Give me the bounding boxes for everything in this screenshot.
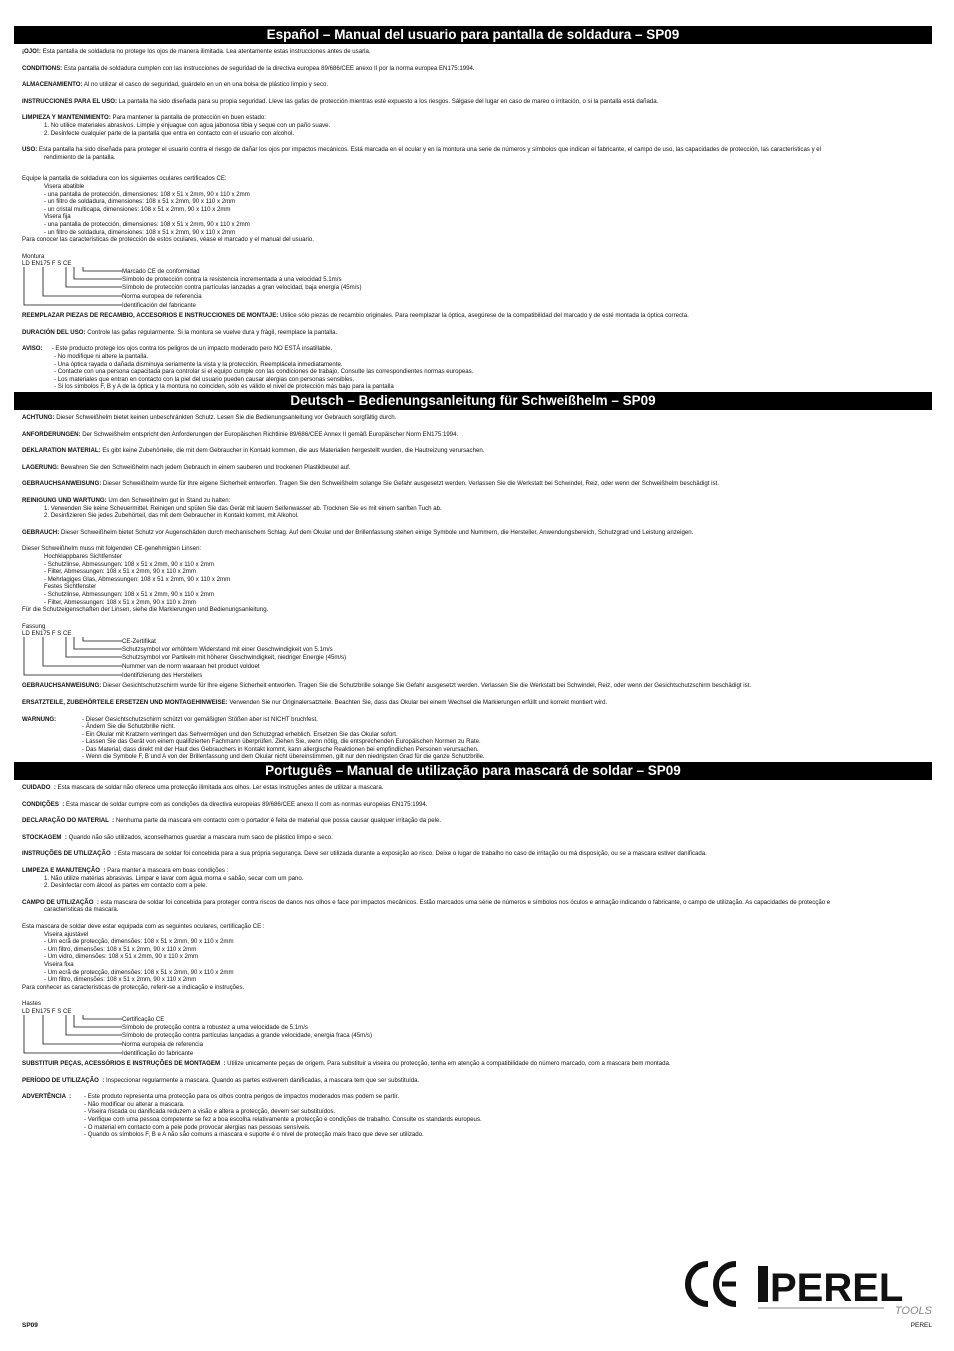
es-uso: USO: Esta pantalla ha sido diseñada para proteger el usuario contra el riesgo de dañar los ojos por impactos mecánicos. Está marcada en el ocular y en la montura una serie de números y símbolos que indican el fabricante, el campo de uso, las capacidades de protección, las características y el	[22, 146, 822, 154]
marking-code: LD EN175 F S CE	[22, 260, 72, 268]
de-gebrauch: GEBRAUCH: Dieser Schweißhelm bietet Schutz vor Augenschäden durch mechanischem Schlag. Auf dem Okular und der Brillenfassung stehen einige Symbole und Nummern, die Hersteller, Anwendungsbereich, Schutzgrad und Leistung anzeigen.	[22, 528, 694, 536]
footer-model: SP09	[22, 1322, 38, 1329]
es-visera-abatible: Visera abatible	[44, 182, 85, 190]
pt-advertencia: ADVERTÊNCIA : - Este produto representa uma protecção para os olhos contra perigos de impactos moderados mas podem se partir. - Não modificar ou alterar a mascara. - Viseira riscada ou danificada reduzem a visão e altera a protecção, devem ser substituídos. - Verifique com uma pessoa competente se fez a boa escolha relativamente a protecção e condições de trabalho. Consulte os standards europeus. - O material em contacto com a pele pode provocar alergias nas pessoas sensíveis. - Quando os símbolos F, B e A não são comuns a mascara e suporte é o nível de protecção mais fraco que deve ser utilizado.	[22, 1093, 482, 1139]
diagram-label: Schutzsymbol vor Partikeln mit höherer Geschwindigkeit, niedriger Energie (45m/s)	[122, 654, 347, 662]
de-achtung: ACHTUNG: Dieser Schweißhelm bietet keinen unbeschränkten Schutz. Lesen Sie die Bedienungsanleitung vor Gebrauch sorgfältig durch.	[22, 414, 397, 422]
marking-code: LD EN175 F S CE	[22, 1007, 72, 1015]
de-fur: Für die Schutzeigenschaften der Linsen, siehe die Markierungen und Bedienungsanleitung.	[22, 606, 269, 614]
es-vf-2: - un filtro de soldadura, dimensiones: 108 x 51 x 2mm, 90 x 110 x 2mm	[44, 228, 236, 236]
de-hochklappbar: Hochklappbares Sichtfenster	[44, 552, 122, 560]
de-lagerung: LAGERUNG: Bewahren Sie den Schweißhelm nach jedem Gebrauch in einem sauberen und trockenen Plastikbeutel auf.	[22, 463, 351, 471]
pt-periodo: PERÍODO DE UTILIZAÇÃO : Inspeccionar regularmente a mascara. Quando as partes estiverem danificadas, a mascara tem que ser substituída.	[22, 1076, 420, 1084]
pt-viseira-ajustavel: Viseira ajustável	[44, 930, 89, 938]
diagram-label: Símbolo de protección contra partículas lanzadas a gran velocidad, baja energía (45m/s)	[122, 284, 362, 292]
diagram-label: Identificación del fabricante	[122, 302, 196, 310]
es-visera-fija: Visera fija	[44, 213, 71, 221]
de-gebrauchsanweisung: GEBRAUCHSANWEISUNG: Dieser Schweißhelm wurde für Ihre eigene Sicherheit entworfen. Tragen Sie den Schweißhelm solange Sie Gefahr ausgesetzt werden. Verlassen Sie die Werkstatt bei Schwindel, Reiz, oder wenn der Schweißhelm beschädigt ist.	[22, 480, 719, 488]
diagram-label: Símbolo de protecção contra partículas lançadas a grande velocidade, energia fraca (45m/s)	[122, 1031, 372, 1039]
pt-condicoes: CONDIÇÕES : Esta mascar de soldar cumpre com as condições da directiva europeias 89/686/CEE anexo II com as normas europeias EN175:1994.	[22, 800, 428, 808]
es-para: Para conocer las características de protección de estos oculares, véase el marcado y el manual del usuario.	[22, 236, 314, 244]
diagram-label: Identifizierung des Herstellers	[122, 672, 203, 680]
es-limpieza: LIMPIEZA Y MANTENIMIENTO: Para mantener la pantalla de protección en buen estado:	[22, 114, 266, 122]
es-instrucciones: INSTRUCCIONES PARA EL USO: La pantalla ha sido diseñada para su propia seguridad. Lleve las gafas de protección mientras esté expuesto a los riesgos. Sálgase del lugar en caso de mareo o irritación, o si la pantalla está dañada.	[22, 97, 659, 105]
de-reinigung: REINIGUNG UND WARTUNG: Um den Schweißhelm gut in Stand zu halten:	[22, 497, 231, 504]
es-limpieza-2: 2. Desinfecte cualquier parte de la pantalla que entra en contacto con el usuario con alcohol.	[44, 129, 295, 137]
marking-lines	[22, 267, 122, 313]
marking-lines	[22, 1015, 122, 1061]
pt-limpeza: LIMPEZA E MANUTENÇÃO : Para manter a mascara em boas condições :	[22, 867, 229, 875]
footer-brand: PEREL	[910, 1322, 932, 1329]
ce-perel-logo	[676, 1258, 934, 1318]
pt-campo: CAMPO DE UTILIZAÇÃO : esta mascara de soldar foi concebida para proteger contra riscos de danos nos olhos e face por impactos mecânicos. Estão marcados uma série de números e símbolos nos óculos e armação indicando o fabricante, o campo de utilização. As capacidades de protecção e	[22, 898, 831, 906]
de-f-1: - Schutzlinse, Abmessungen: 108 x 51 x 2mm, 90 x 110 x 2mm	[44, 590, 214, 598]
brand-sub: TOOLS	[894, 1305, 932, 1317]
marking-code: LD EN175 F S CE	[22, 630, 72, 638]
manual-page	[22, 26, 932, 1139]
pt-para: Para conhecer as características de protecção, referir-se a indicação e instruções.	[22, 983, 245, 991]
section-header-es: Español – Manual del usuario para pantalla de soldadura – SP09	[14, 26, 932, 44]
de-reinigung-1: 1. Verwenden Sie keine Scheuermittel. Reinigen und spülen Sie das Gerät mit lauem Seifenwasser ab. Trocknen Sie es mit einem sanften Tuch ab.	[44, 504, 442, 512]
pt-substituir: SUBSTITUIR PEÇAS, ACESSÓRIOS E INSTRUÇÕES DE MONTAGEM : Utilize unicamente peças de origem. Para substituir a viseira ou protecção, tenha em atenção a compatibilidade do número marcado, com a mascara bem montada.	[22, 1059, 671, 1067]
pt-limpeza-1: 1. Não utilize matérias abrasivas. Limpar e lavar com água morna e sabão, secar com um pano.	[44, 874, 304, 882]
de-ersatzteile: ERSATZTEILE, ZUBEHÖRTEILE ERSETZEN UND MONTAGEHINWEISE: Verwenden Sie nur Originalersatzteile. Beachten Sie, dass das Okular bei einem Wechsel die Markierungen erfüllt und korrekt montiert wird.	[22, 698, 608, 706]
es-almacenamiento: ALMACENAMIENTO: Al no utilizar el casco de seguridad, guárdelo en un en una bolsa de plástico limpio y seco.	[22, 81, 329, 89]
pt-instrucoes: INSTRUÇÕES DE UTILIZAÇÃO : Esta mascara de soldar foi concebida para a sua própria segurança. Deve ser utilizada durante a exposição ao risco. Deixe o lugar de trabalho no caso de irritação ou má disposição, ou se a mascara estiver danificada.	[22, 850, 707, 858]
de-deklaration: DEKLARATION MATERIAL: Es gibt keine Zubehörteile, die mit dem Gebraucher in Kontakt kommen, die aus Materialien hergestellt wurden, die Hautreizung verursachen.	[22, 447, 485, 455]
section-header-de: Deutsch – Bedienungsanleitung für Schweißhelm – SP09	[14, 392, 932, 410]
es-conditions: CONDITIONS: Esta pantalla de soldadura cumplen con las instrucciones de seguridad de la directiva europea 89/686/CEE anexo II por la norma europea EN175:1994.	[22, 64, 475, 72]
diagram-label: Certificação CE	[122, 1015, 165, 1023]
pt-viseira-fixa: Viseira fixa	[44, 960, 74, 968]
pt-campo-2: características da mascara.	[44, 906, 119, 914]
es-duracion: DURACIÓN DEL USO: Controle las gafas regularmente. Si la montura se vuelve dura y frágil, reemplace la pantalla.	[22, 328, 338, 336]
diagram-label: Schutzsymbol vor erhöhtem Widerstand mit einer Geschwindigkeit von 5.1m/s	[122, 646, 333, 654]
diagram-label: Norma europeia de referencia	[122, 1040, 203, 1048]
es-ojo: ¡OJO!: Esta pantalla de soldadura no protege los ojos de manera ilimitada. Lea atentamente estas instrucciones antes de usarla.	[22, 48, 371, 55]
pt-marking-diagram	[22, 1008, 932, 1060]
es-va-2: - un filtro de soldadura, dimensiones: 108 x 51 x 2mm, 90 x 110 x 2mm	[44, 198, 236, 206]
section-header-pt: Português – Manual de utilização para mascará de soldar – SP09	[14, 762, 932, 780]
es-montura: Montura	[22, 252, 45, 260]
pt-b-1: - Um ecrã de protecção, dimensões: 108 x 51 x 2mm, 90 x 110 x 2mm	[44, 968, 234, 976]
de-h-1: - Schutzlinse, Abmessungen: 108 x 51 x 2mm, 90 x 110 x 2mm	[44, 560, 214, 568]
pt-deve: Esta mascara de soldar deve estar equipada com as seguintes oculares, certificação CE :	[22, 923, 265, 930]
diagram-label: Símbolo de protecção contra a robustez a uma velocidade de 5.1m/s	[122, 1023, 308, 1031]
de-h-2: - Filter, Abmessungen: 108 x 51 x 2mm, 90 x 110 x 2mm	[44, 568, 196, 576]
pt-b-2: - Um filtro, dimensões: 108 x 51 x 2mm, 90 x 110 x 2mm	[44, 976, 197, 984]
es-aviso: AVISO: - Este producto protege los ojos contra los peligros de un impacto moderado pero NO ESTÁ insatillable. - No modifique ni altere la pantalla. - Una óptica rayada o dañada disminuya seriamente la vista y la protección. Reemplácela inmediatamente. - Contacte con una persona capacitada para controlar si el equipo cumple con las condiciones de trabajo. Consulte las correspondientes normas europeas. - Los materiales que entran en contacto con la piel del usuario pueden causar alergias con personas sensibles. - Si los símbolos F, B y A de la óptica y la montura no coinciden, sólo es válido el nivel de protección más bajo para la pantalla	[22, 345, 474, 391]
de-anforderungen: ANFORDERUNGEN: Der Schweißhelm entspricht den Anforderungen der Europäischen Richtlinie 89/686/CEE Annex II gemäß Europäischer Norm EN175:1994.	[22, 430, 459, 438]
marking-lines	[22, 637, 122, 683]
de-fassung: Fassung	[22, 622, 46, 630]
pt-hastes: Hastes	[22, 1000, 41, 1008]
es-marking-diagram	[22, 260, 932, 312]
diagram-label: Identificação do fabricante	[122, 1049, 194, 1057]
diagram-label: Marcado CE de conformidad	[122, 268, 200, 276]
es-uso-2: rendimiento de la pantalla.	[44, 153, 116, 161]
de-warnung: WARNUNG: - Dieser Gesichtschutzschirm schützt vor gemäßigten Stößen aber ist NICHT bruchfest. - Ändern Sie die Schutzbrille nicht. - Ein Okular mit Kratzern verringert das Sehvermögen und den Schutzgrad erheblich. Ersetzen Sie das Okular sofort. - Lassen Sie das Gerät von einem qualifizierten Fachmann überprüfen. Ziehen Sie, wenn nötig, die entsprechenden Europäischen Normen zu Rate. - Das Material, dass direkt mit der Haut des Gebrauchers in Kontakt kommt, kann allergische Reaktionen bei empfindlichen Personen verursachen. - Wenn die Symbole F, B und A von der Brillenfassung und dem Okular nicht übereinstimmen, gilt nur den niedrigsten Grad für die ganze Schutzbrille.	[22, 715, 485, 761]
de-reinigung-2: 2. Desinfizieren Sie jedes Zubehörteil, das mit dem Gebraucher in Kontakt kommt, mit Alkohol.	[44, 512, 299, 520]
es-va-3: - un cristal multicapa, dimensiones: 108 x 51 x 2mm, 90 x 110 x 2mm	[44, 205, 231, 213]
de-marking-diagram	[22, 630, 932, 682]
es-vf-1: - una pantalla de protección, dimensiones: 108 x 51 x 2mm, 90 x 110 x 2mm	[44, 220, 250, 228]
pt-stockagem: STOCKAGEM : Quando não são utilizados, aconselhamos guardar a mascara num saco de plástico limpo e seco.	[22, 833, 333, 841]
brand-name: PEREL	[770, 1266, 904, 1310]
pt-a-1: - Um ecrã de protecção, dimensões: 108 x 51 x 2mm, 90 x 110 x 2mm	[44, 938, 234, 946]
pt-a-2: - Um filtro, dimensões: 108 x 51 x 2mm, 90 x 110 x 2mm	[44, 945, 197, 953]
de-h-3: - Mehrlagiges Glas, Abmessungen: 108 x 51 x 2mm, 90 x 110 x 2mm	[44, 575, 231, 583]
diagram-label: Símbolo de protección contra la resistencia incrementada a una velocidad 5.1m/s	[122, 276, 342, 284]
diagram-label: Nummer van de norm waaraan het product voldoet	[122, 663, 260, 671]
pt-declaracao: DECLARAÇÃO DO MATERIAL : Nenhuma parte da mascara em contacto com o portador é feita de material que possa causar qualquer irritação da pele.	[22, 817, 442, 825]
diagram-label: CE-Zertifikat	[122, 638, 156, 646]
es-reemplazar: REEMPLAZAR PIEZAS DE RECAMBIO, ACCESORIOS E INSTRUCCIONES DE MONTAJE: Utilice sólo piezas de recambio originales. Para reemplazar la óptica, asegúrese de la compatibilidad del marcado y de esté montada la óptica correcta.	[22, 312, 689, 320]
pt-a-3: - Um vidro, dimensões: 108 x 51 x 2mm, 90 x 110 x 2mm	[44, 953, 198, 961]
ce-mark-icon	[688, 1264, 736, 1304]
de-festes: Festes Sichtfenster	[44, 583, 97, 591]
diagram-label: Norma europea de referencia	[122, 293, 202, 301]
perel-brand	[758, 1266, 933, 1317]
pt-limpeza-2: 2. Desinfectar com álcool as partes em contacto com a pele.	[44, 882, 208, 890]
es-equipe: Equipe la pantalla de soldadura con los siguientes oculares certificados CE:	[22, 175, 227, 183]
de-muss: Dieser Schweißhelm muss mit folgenden CE-genehmigten Linsen:	[22, 545, 202, 553]
pt-cuidado: CUIDADO : Esta mascara de soldar não oferece uma protecção ilimitada aos olhos. Ler estas instruções antes de utilizar a mascara.	[22, 784, 384, 792]
es-va-1: - una pantalla de protección, dimensiones: 108 x 51 x 2mm, 90 x 110 x 2mm	[44, 190, 250, 198]
de-gebrauchsanweisung-2: GEBRAUCHSANWEISUNG: Dieser Gesichtschutzschirm wurde für Ihre eigene Sicherheit entworfen. Tragen Sie die Schutzbrille solange Sie Gefahr ausgesetzt werden. Verlassen Sie die Werkstatt bei Schwindel, Reiz, oder wenn der Gesichtschutzschirm beschädigt ist.	[22, 682, 752, 690]
de-f-2: - Filter, Abmessungen: 108 x 51 x 2mm, 90 x 110 x 2mm	[44, 598, 196, 606]
es-limpieza-1: 1. No utilice materiales abrasivos. Limpie y enjuague con agua jabonosa tibia y seque con un paño suave.	[44, 121, 331, 129]
